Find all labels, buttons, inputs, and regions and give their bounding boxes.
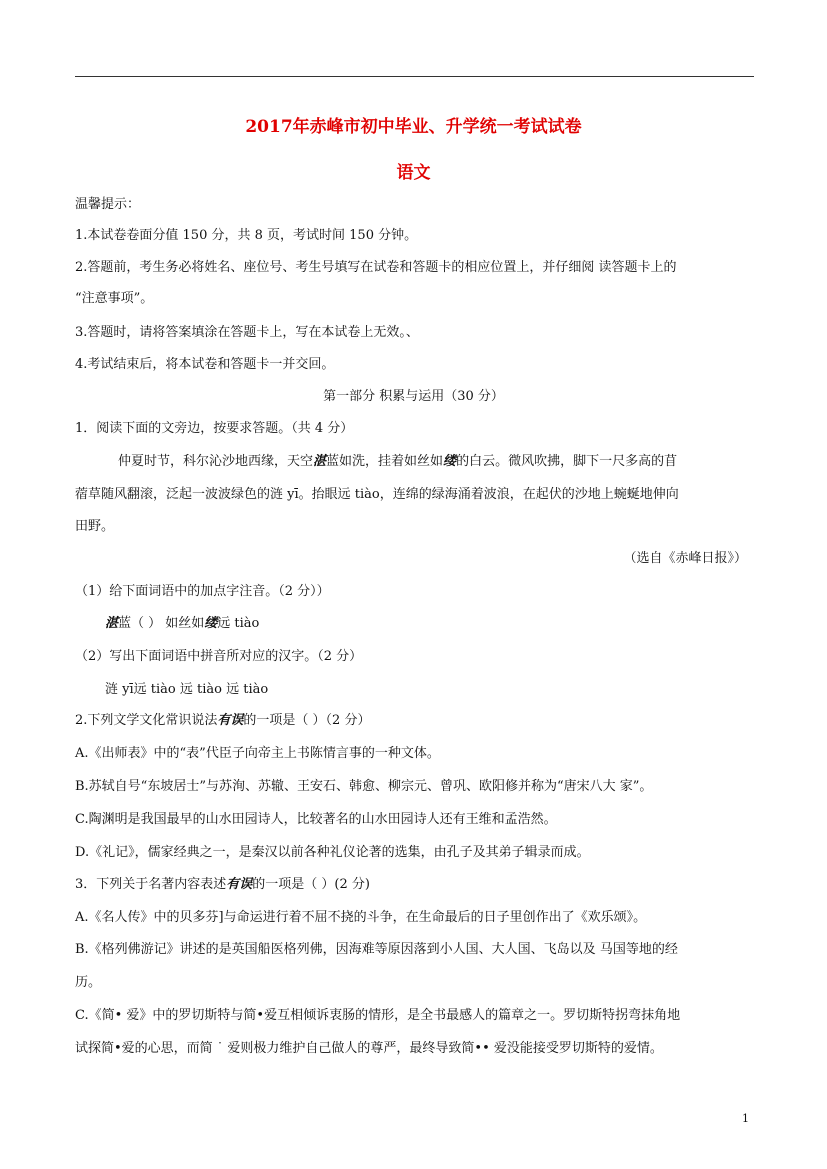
part1-heading: 第一部分 积累与运用（30 分） <box>323 389 504 404</box>
q3-option-a: A.《名人传》中的贝多芬]与命运进行着不屈不挠的斗争，在生命最后的日子里创作出了《欢乐颂》。 <box>75 910 647 925</box>
q1-passage-line-1: 仲夏时节，科尔沁沙地西缘，天空湛蓝如洗，挂着如丝如缕的白云。微风吹拂，脚下一尺多高的苜 <box>118 454 678 469</box>
page-number: 1 <box>742 1112 749 1125</box>
q1-sub-1: （1）给下面词语中的加点字注音。（2 分）） <box>75 584 330 599</box>
notice-item-1: 1.本试卷卷面分值 150 分，共 8 页，考试时间 150 分钟。 <box>75 228 418 243</box>
notice-item-2-line-2: “注意事项”。 <box>75 291 154 306</box>
subject-title: 语文 <box>396 163 431 183</box>
emphasized-char: 湛 <box>313 454 327 469</box>
q3-option-c-line-2: 试探简•爱的心思，而简 ˙ 爱则极力维护自己做人的尊严，最终导致简•• 爱没能接受罗切斯特的爱情。 <box>75 1041 663 1056</box>
emphasized-char: 缕 <box>204 616 218 631</box>
q2-option-b: B.苏轼自号“东坡居士”与苏洵、苏辙、王安石、韩愈、柳宗元、曾巩、欧阳修并称为“唐宋八大 家”。 <box>75 779 653 794</box>
notice-heading: 温馨提示： <box>75 197 141 212</box>
exam-title: 2017年赤峰市初中毕业、升学统一考试试卷 <box>245 117 582 137</box>
q1-sub-2: （2）写出下面词语中拼音所对应的汉字。（2 分） <box>75 649 363 664</box>
q3-option-b-line-1: B.《格列佛游记》讲述的是英国船医格列佛，因海难等原因落到小人国、大人国、飞岛以及 马国等地的经 <box>75 942 678 957</box>
emphasized-char: 湛 <box>105 616 119 631</box>
header-rule <box>75 76 754 77</box>
q3-option-c-line-1: C.《简• 爱》中的罗切斯特与简•爱互相倾诉衷肠的情形，是全书最感人的篇章之一。罗切斯特拐弯抹角地 <box>75 1008 681 1023</box>
emphasized-text: 有误 <box>217 713 244 728</box>
q1-sub-2-answer: 涟 yī远 tiào 远 tiào 远 tiào <box>105 682 269 697</box>
q1-stem: 1．阅读下面的文旁边，按要求答题。（共 4 分） <box>75 421 354 436</box>
q1-source: （选自《赤峰日报》） <box>623 551 747 566</box>
notice-item-3: 3.答题时，请将答案填涂在答题卡上，写在本试卷上无效。、 <box>75 325 419 340</box>
q1-passage-line-3: 田野。 <box>75 519 115 534</box>
q2-option-d: D.《礼记》，儒家经典之一，是秦汉以前各种礼仪论著的选集，由孔子及其弟子辑录而成。 <box>75 845 590 860</box>
notice-item-2-line-1: 2.答题前，考生务必将姓名、座位号、考生号填写在试卷和答题卡的相应位置上，并仔细阅 读答题卡上的 <box>75 260 677 275</box>
q1-sub-1-answer: 湛蓝（ ） 如丝如缕远 tiào <box>105 616 260 631</box>
emphasized-text: 有误 <box>226 877 253 892</box>
notice-item-4: 4.考试结束后，将本试卷和答题卡一并交回。 <box>75 357 335 372</box>
q2-option-a: A.《出师表》中的“表”代臣子向帝主上书陈情言事的一种文体。 <box>75 746 440 761</box>
q3-stem: 3．下列关于名著内容表述有误的一项是（ ）(2 分) <box>75 877 370 892</box>
q1-passage-line-2: 蓿草随风翻滚，泛起一波波绿色的涟 yī。抬眼远 tiào，连绵的绿海涌着波浪，在起伏的沙地上蜿蜒地伸向 <box>75 487 679 502</box>
emphasized-char: 缕 <box>443 454 457 469</box>
q2-option-c: C.陶渊明是我国最早的山水田园诗人，比较著名的山水田园诗人还有王维和孟浩然。 <box>75 812 557 827</box>
q2-stem: 2.下列文学文化常识说法有误的一项是（ ）（2 分） <box>75 713 371 728</box>
q3-option-b-line-2: 历。 <box>75 975 102 990</box>
